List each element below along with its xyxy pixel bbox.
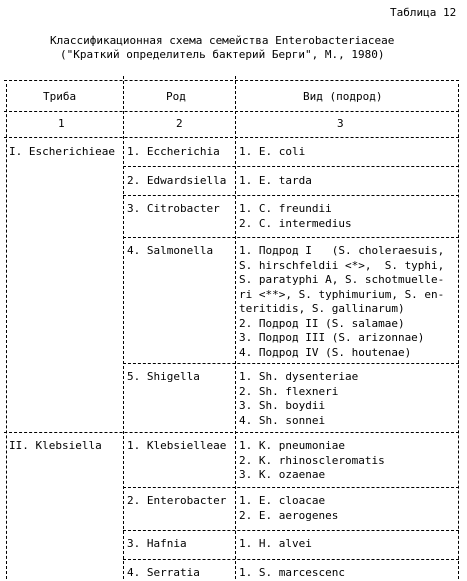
species-line: 1. S. marcescenc <box>239 566 345 579</box>
species-line: 1. Подрод I (S. choleraesuis, <box>239 244 445 257</box>
table-title: Классификационная схема семейства Enterobacteriaceae <box>50 34 395 47</box>
col-line-left <box>6 84 7 579</box>
species-line: 4. Sh. sonnei <box>239 413 326 427</box>
genus-cell: 4. Salmonella <box>127 244 214 257</box>
header-genus: Род <box>166 90 186 103</box>
header-number-1: 1 <box>58 117 65 130</box>
species-line: S. paratyphi A, S. schotmuelle- <box>239 273 445 286</box>
header-tribe: Триба <box>43 90 77 103</box>
header-separator <box>4 111 459 112</box>
species-line: ri <**>, S. typhimurium, S. en- <box>239 287 445 301</box>
species-line: 3. K. ozaenae <box>239 468 326 481</box>
col-line-2 <box>235 76 236 579</box>
row-separator <box>123 166 459 167</box>
species-line: 2. K. rhinoscleromatis <box>239 453 385 467</box>
species-line: 3. Подрод III (S. arizonnae) <box>239 331 425 344</box>
genus-cell: 3. Hafnia <box>127 537 187 550</box>
genus-cell: 1. Klebsielleae <box>127 439 227 452</box>
genus-cell: 3. Citrobacter <box>127 202 220 215</box>
species-line: 2. Sh. flexneri <box>239 384 339 398</box>
header-species: Вид (подрод) <box>303 90 383 103</box>
number-row-separator <box>4 137 459 138</box>
species-line: teritidis, S. gallinarum) <box>239 302 405 315</box>
tribe-cell: II. Klebsiella <box>9 439 102 452</box>
row-separator <box>123 195 459 196</box>
table-border-top <box>4 80 459 81</box>
species-line: 3. Sh. boydii <box>239 399 326 412</box>
row-separator <box>123 237 459 238</box>
species-line: 1. Sh. dysenteriae <box>239 370 359 383</box>
col-line-right <box>458 84 459 579</box>
genus-cell: 2. Enterobacter <box>127 494 227 507</box>
species-line: S. hirschfeldii <*>, S. typhi, <box>239 258 445 272</box>
tribe-cell: I. Escherichieae <box>9 145 115 158</box>
row-separator <box>4 432 459 433</box>
header-number-3: 3 <box>337 117 344 130</box>
species-line: 1. E. coli <box>239 145 306 158</box>
species-line: 4. Подрод IV (S. houtenae) <box>239 345 412 359</box>
species-line: 1. K. pneumoniae <box>239 439 345 452</box>
header-number-2: 2 <box>176 117 183 130</box>
species-line: 1. H. alvei <box>239 537 312 550</box>
genus-cell: 4. Serratia <box>127 566 200 579</box>
row-separator <box>123 559 459 560</box>
row-separator <box>123 363 459 364</box>
species-line: 1. E. cloacae <box>239 494 326 507</box>
row-separator <box>123 487 459 488</box>
table-source: ("Краткий определитель бактерий Берги", М., 1980) <box>60 48 385 61</box>
col-line-1 <box>123 76 124 579</box>
genus-cell: 2. Edwardsiella <box>127 174 227 187</box>
genus-cell: 5. Shigella <box>127 370 200 383</box>
species-line: 1. C. freundii <box>239 202 332 215</box>
table-number: Таблица 12 <box>390 6 457 19</box>
species-line: 2. Подрод II (S. salamae) <box>239 316 405 330</box>
species-line: 2. C. intermedius <box>239 216 352 230</box>
species-line: 2. E. aerogenes <box>239 508 339 522</box>
species-line: 1. E. tarda <box>239 174 312 187</box>
row-separator <box>123 530 459 531</box>
genus-cell: 1. Eccherichia <box>127 145 220 158</box>
